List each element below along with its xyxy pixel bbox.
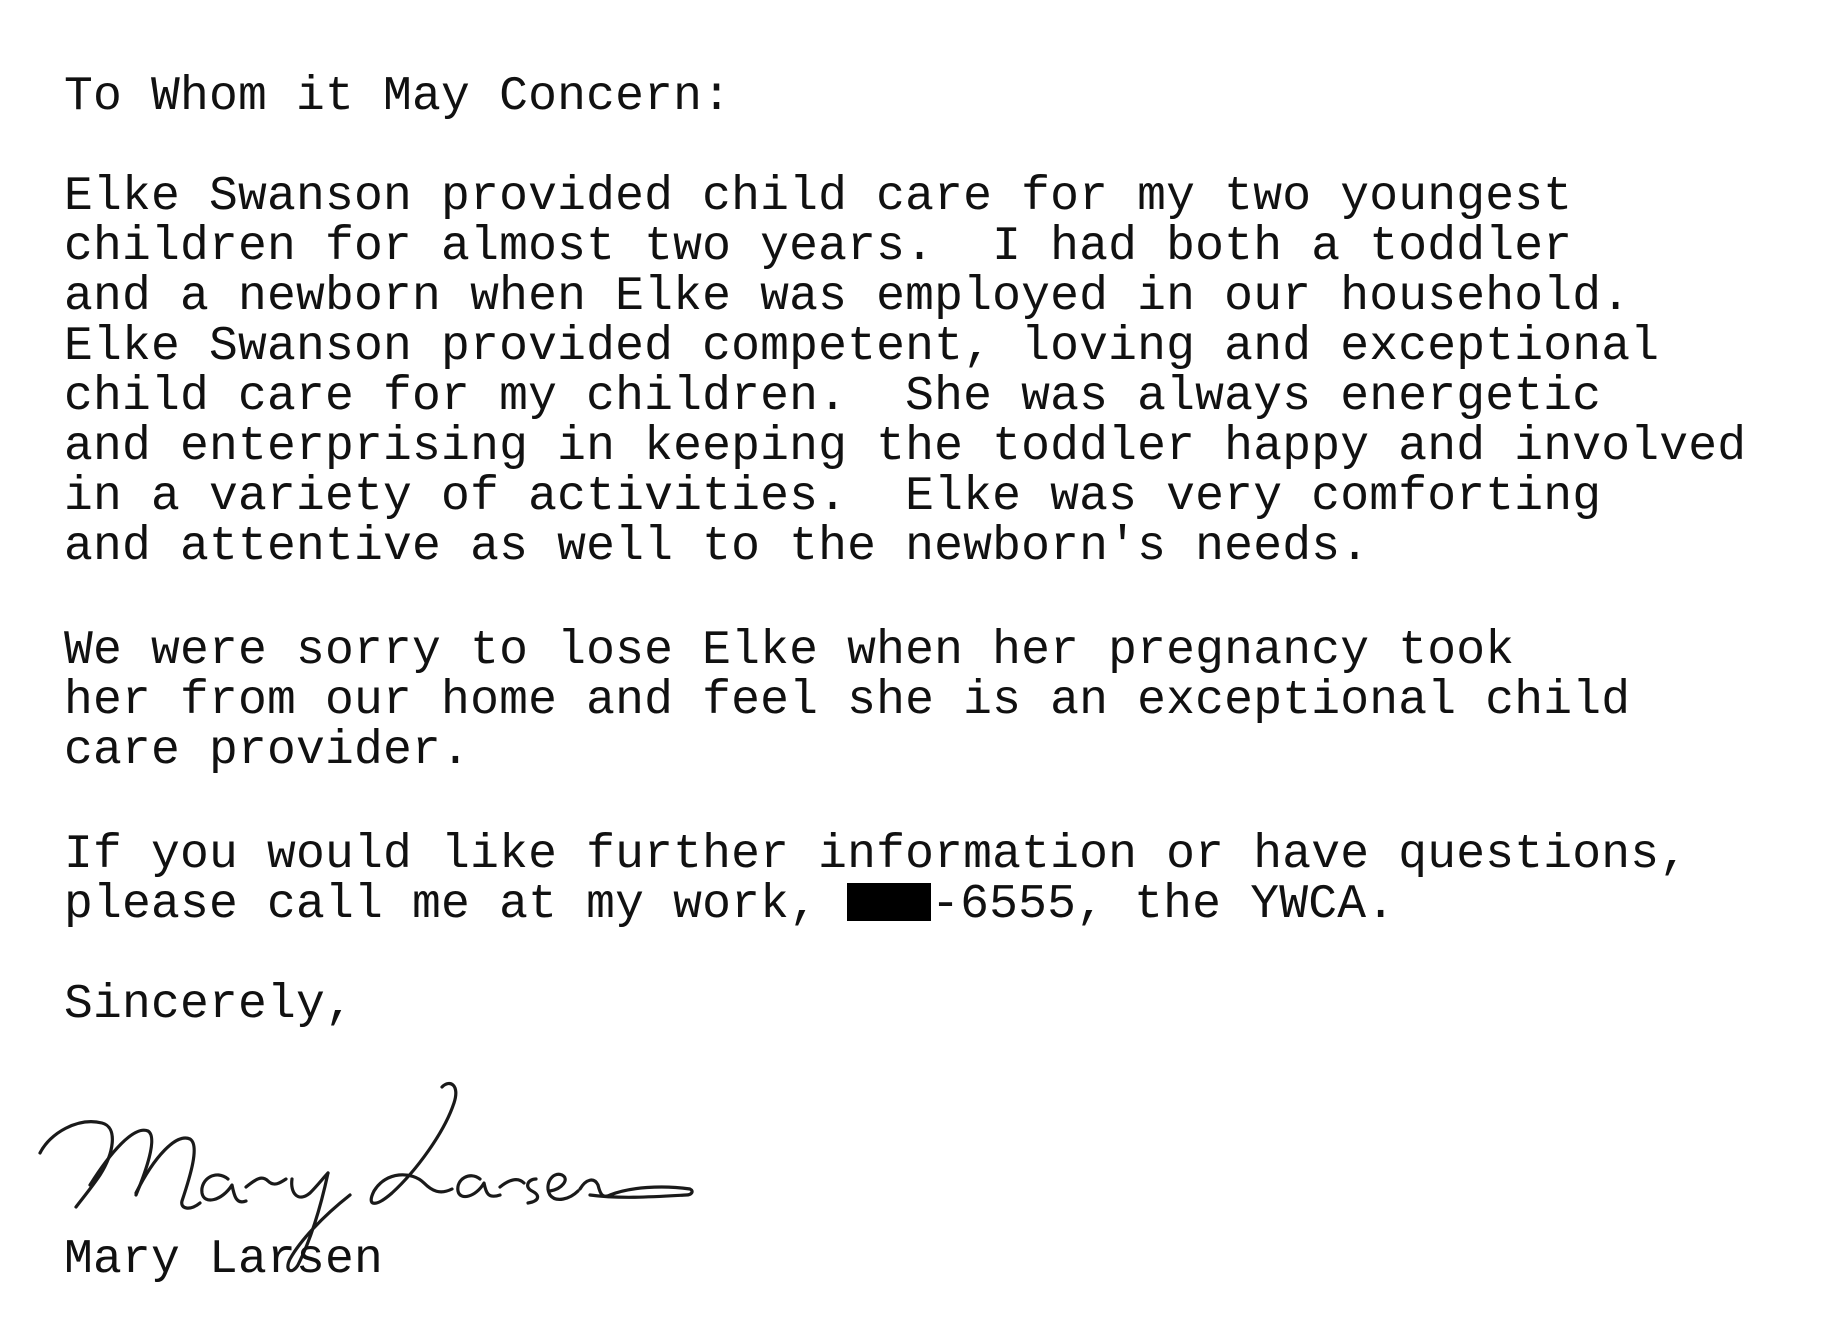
paragraph2-line-3: care provider. [64,724,471,778]
redaction-box [847,883,931,921]
paragraph1-line-6: and enterprising in keeping the toddler happy and involved [64,420,1747,474]
paragraph1-line-1: Elke Swanson provided child care for my two youngest [64,170,1573,224]
paragraph2-line-1: We were sorry to lose Elke when her pregnancy took [64,624,1515,678]
paragraph2-line-2: her from our home and feel she is an exceptional child [64,674,1631,728]
phone-tail-text: -6555, the YWCA. [931,878,1396,932]
paragraph1-line-7: in a variety of activities. Elke was very comforting [64,470,1602,524]
paragraph1-line-8: and attentive as well to the newborn's needs. [64,520,1370,574]
closing: Sincerely, [64,978,355,1032]
paragraph3-line-1: If you would like further information or have questions, [64,828,1689,882]
signer-name: Mary Larsen [64,1233,384,1287]
paragraph1-line-2: children for almost two years. I had both a toddler [64,220,1573,274]
phone-lead-text: please call me at my work, [64,878,848,932]
paragraph1-line-3: and a newborn when Elke was employed in our household. [64,270,1631,324]
paragraph1-line-5: child care for my children. She was always energetic [64,370,1602,424]
salutation: To Whom it May Concern: [64,70,732,124]
paragraph1-line-4: Elke Swanson provided competent, loving and exceptional [64,320,1660,374]
paragraph3-line-2 [64,880,1395,930]
signature-text: Mary Larsen [30,1075,37,1076]
